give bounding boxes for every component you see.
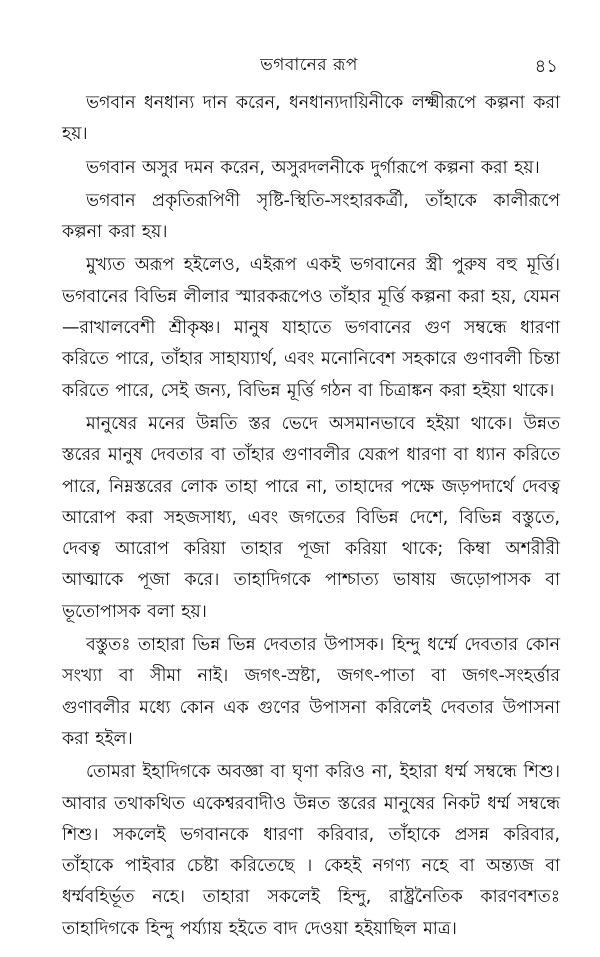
body-text	[62, 88, 560, 947]
paragraph-murti: মুখ্যত অরূপ হইলেও, এইরূপ একই ভগবানের স্ত্রী পুরুষ বহু মূর্ত্তি। ভগবানের বিভিন্ন লীলার স্মারকরূপেও তাঁহার মূর্ত্তি কল্পনা করা হয়, যেমন—রাখালবেশী শ্রীকৃষ্ণ। মানুষ যাহাতে ভগবানের গুণ সম্বন্ধে ধারণা করিতে পারে, তাঁহার সাহায্যার্থ, এবং মনোনিবেশ সহকারে গুণাবলী চিন্তা করিতে পারে, সেই জন্য, বিভিন্ন মূর্ত্তি গঠন বা চিত্রাঙ্কন করা হইয়া থাকে।	[62, 255, 560, 401]
paragraph-durga: ভগবান অসুর দমন করেন, অসুরদলনীকে দুর্গারূপে কল্পনা করা হয়।	[86, 157, 540, 178]
paragraph-worship: বস্তুতঃ তাহারা ভিন্ন ভিন্ন দেবতার উপাসক। হিন্দু ধর্ম্মে দেবতার কোন সংখ্যা বা সীমা নাই। জগৎ-স্রষ্টা, জগৎ-পাতা বা জগৎ-সংহর্ত্তার গুণাবলীর মধ্যে কোন এক গুণের উপাসনা করিলেই দেবতার উপাসনা করা হইল।	[62, 635, 560, 749]
paragraph-stages: মানুষের মনের উন্নতি স্তর ভেদে অসমানভাবে হইয়া থাকে। উন্নত স্তরের মানুষ দেবতার বা তাঁহার গুণাবলীর যেরূপ ধারণা বা ধ্যান করিতে পারে, নিম্নস্তরের লোক তাহা পারে না, তাহাদের পক্ষে জড়পদার্থে দেবত্ব আরোপ করা সহজসাধ্য, এবং জগতের বিভিন্ন দেশে, বিভিন্ন বস্তুতে, দেবত্ব আরোপ করিয়া তাহার পূজা করিয়া থাকে; কিম্বা অশরীরী আত্মাকে পূজা করে। তাহাদিগকে পাশ্চাত্য ভাষায় জড়োপাসক বা ভূতোপাসক বলা হয়।	[62, 413, 560, 622]
page-number: ৪১	[534, 56, 558, 77]
paragraph-children: তোমরা ইহাদিগকে অবজ্ঞা বা ঘৃণা করিও না, ইহারা ধর্ম্ম সম্বন্ধে শিশু। আবার তথাকথিত একেশ্বরবাদীও উন্নত স্তরের মানুষের নিকট ধর্ম্ম সম্বন্ধে শিশু। সকলেই ভগবানকে ধারণা করিবার, তাঁহাকে প্রসন্ন করিবার, তাঁহাকে পাইবার চেষ্টা করিতেছে । কেহই নগণ্য নহে বা অন্ত্যজ বা ধর্ম্মবহির্ভূত নহে। তাহারা সকলেই হিন্দু, রাষ্ট্রনৈতিক কারণবশতঃ তাহাদিগকে হিন্দু পর্য্যায় হইতে বাদ দেওয়া হইয়াছিল মাত্র।	[62, 762, 560, 939]
running-title: ভগবানের রূপ	[260, 55, 358, 75]
paragraph-lakshmi: ভগবান ধনধান্য দান করেন, ধনধান্যদায়িনীকে লক্ষ্মীরূপে কল্পনা করা হয়।	[62, 93, 560, 145]
paragraph-kali: ভগবান প্রকৃতিরূপিণী সৃষ্টি-স্থিতি-সংহারকর্ত্রী, তাঁহাকে কালীরূপে কল্পনা করা হয়।	[62, 190, 560, 243]
running-header	[60, 52, 558, 78]
